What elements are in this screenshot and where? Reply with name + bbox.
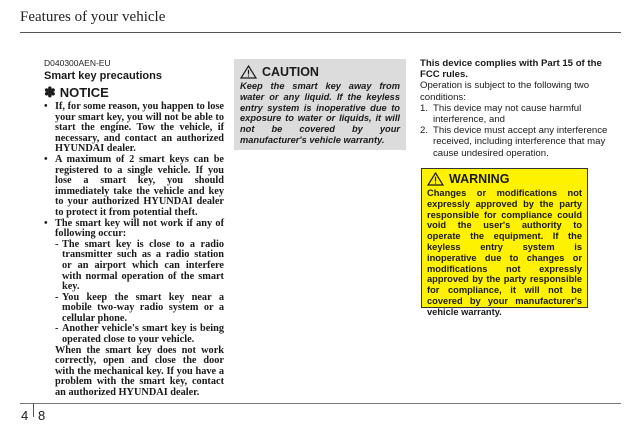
sub-list-item: - You keep the smart key near a mobile two-way radio system or a cellular phone. (55, 291, 224, 324)
left-column (44, 58, 224, 399)
caution-heading (240, 65, 400, 79)
notice-body (44, 102, 224, 399)
section-number: 4 (21, 408, 29, 423)
section-code: D040300AEN-EU (44, 58, 111, 68)
fcc-intro: Operation is subject to the following two conditions: (420, 80, 590, 103)
sub-list-item: - Another vehicle's smart key is being operated close to your vehicle. (55, 323, 224, 346)
header-divider (20, 32, 621, 33)
page-number: 8 (38, 408, 46, 423)
warning-label: WARNING (449, 172, 510, 186)
fcc-title: This device complies with Part 15 of the FCC rules. (420, 58, 602, 81)
asterisk-icon: ✽ (44, 84, 56, 100)
caution-label: CAUTION (262, 65, 319, 79)
list-item: 2. This device must accept any interference received, including interference that may cause undesired operation. (420, 125, 608, 159)
notice-label: NOTICE (59, 85, 109, 100)
list-item: • A maximum of 2 smart keys can be registered to a single vehicle. If you lose a smart key, you should immediately take the vehicle and key to your authorized HYUNDAI dealer to protect it from potential theft. (44, 153, 224, 218)
list-item: 1. This device may not cause harmful interference, and (420, 102, 582, 126)
warning-heading (427, 172, 582, 186)
warning-box (421, 168, 588, 317)
sub-list-item: - The smart key is close to a radio transmitter such as a radio station or an airport which can interfere with normal operation of the smart key. (55, 238, 224, 293)
footer-divider (20, 403, 621, 404)
warning-text: Changes or modifications not expressly approved by the party responsible for compliance could void the user's authority to operate the equipment. If the keyless entry system is inoperative due to changes or modifications not expressly approved by the party responsible for compliance, it will not be covered by your manufacturer's vehicle warranty. (427, 188, 582, 317)
warning-triangle-icon (240, 65, 257, 79)
page-header-title: Features of your vehicle (20, 9, 166, 25)
list-item: • The smart key will not work if any of following occur: (44, 217, 224, 240)
right-column (420, 58, 620, 159)
warning-triangle-icon (427, 172, 444, 186)
section-title: Smart key precautions (44, 70, 162, 82)
caution-box (234, 59, 406, 150)
footer-separator (33, 403, 34, 417)
closing-paragraph: When the smart key does not work correctly, open and close the door with the mechanical key. If you have a problem with the smart key, contact an authorized HYUNDAI dealer. (55, 344, 224, 399)
notice-heading (44, 84, 224, 101)
list-item: • If, for some reason, you happen to lose your smart key, you will not be able to start the engine. Tow the vehicle, if necessary, and contact an authorized HYUNDAI dealer. (44, 101, 224, 155)
caution-text: Keep the smart key away from water or any liquid. If the keyless entry system is inoperative due to exposure to water or liquids, it will not be covered by your manufacturer's vehicle warranty. (240, 81, 400, 145)
